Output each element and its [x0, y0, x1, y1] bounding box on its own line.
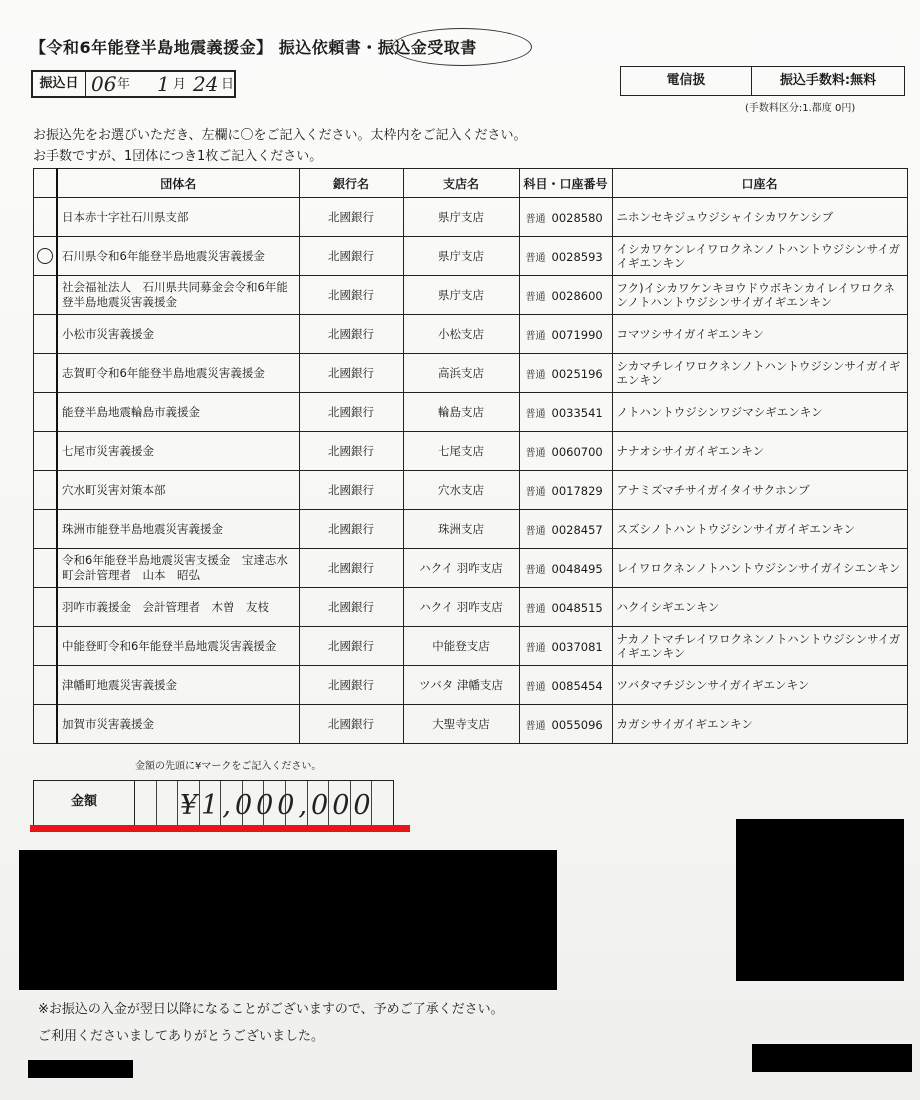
amount-label: 金額	[34, 781, 135, 825]
branch-name: 穴水支店	[403, 471, 519, 510]
table-row[interactable]	[34, 627, 908, 666]
branch-name: ツバタ 津幡支店	[403, 666, 519, 705]
select-cell[interactable]	[34, 627, 58, 666]
account-number: 0025196	[551, 366, 603, 381]
account-number: 0028593	[551, 249, 603, 264]
select-cell[interactable]	[34, 588, 58, 627]
table-row[interactable]	[34, 432, 908, 471]
amount-digit-cell	[157, 781, 179, 825]
redacted-area	[752, 1044, 912, 1072]
footer-note: ※お振込の入金が翌日以降になることがございますので、予めご了承ください。	[38, 1002, 504, 1017]
branch-name: 大聖寺支店	[403, 705, 519, 744]
page-title: 【令和6年能登半島地震義援金】 振込依頼書・振込金受取書	[30, 38, 477, 57]
account-cell	[519, 627, 612, 666]
date-month: 1	[157, 72, 170, 96]
select-cell[interactable]	[34, 666, 58, 705]
account-cell	[519, 666, 612, 705]
branch-name: 輪島支店	[403, 393, 519, 432]
select-cell[interactable]	[34, 354, 58, 393]
account-type: 普通	[525, 213, 546, 225]
bank-name: 北國銀行	[299, 549, 403, 588]
org-name: 令和6年能登半島地震災害支援金 宝達志水町会計管理者 山本 昭弘	[57, 549, 299, 588]
account-type: 普通	[525, 291, 546, 303]
date-day-unit: 日	[221, 77, 235, 92]
bank-name: 北國銀行	[299, 393, 403, 432]
account-cell	[519, 705, 612, 744]
org-name: 日本赤十字社石川県支部	[57, 198, 299, 237]
account-type: 普通	[525, 681, 546, 693]
branch-name: ハクイ 羽咋支店	[403, 549, 519, 588]
account-number: 0055096	[551, 717, 603, 732]
bank-name: 北國銀行	[299, 276, 403, 315]
account-type: 普通	[525, 252, 546, 264]
bank-name: 北國銀行	[299, 198, 403, 237]
account-holder-name: アナミズマチサイガイタイサクホンブ	[612, 471, 907, 510]
bank-name: 北國銀行	[299, 315, 403, 354]
select-cell[interactable]	[34, 315, 58, 354]
redacted-area	[28, 1060, 133, 1078]
account-type: 普通	[525, 720, 546, 732]
org-column-header: 団体名	[57, 169, 299, 198]
account-number: 0028580	[551, 210, 603, 225]
select-cell[interactable]	[34, 198, 58, 237]
table-body	[34, 198, 908, 744]
redacted-area	[19, 850, 557, 990]
account-cell	[519, 237, 612, 276]
account-cell	[519, 198, 612, 237]
account-cell	[519, 510, 612, 549]
bank-name: 北國銀行	[299, 432, 403, 471]
org-name: 中能登町令和6年能登半島地震災害義援金	[57, 627, 299, 666]
select-cell[interactable]	[34, 237, 58, 276]
account-cell	[519, 549, 612, 588]
handwritten-circle-mark	[37, 248, 53, 264]
date-year: 06	[91, 72, 117, 96]
account-holder-name: レイワロクネンノトハントウジシンサイガイシエンキン	[612, 549, 907, 588]
red-underline-mark	[30, 825, 410, 832]
branch-name: 珠洲支店	[403, 510, 519, 549]
table-row[interactable]	[34, 198, 908, 237]
account-type: 普通	[525, 369, 546, 381]
table-row[interactable]	[34, 393, 908, 432]
bank-name: 北國銀行	[299, 627, 403, 666]
branch-name: 小松支店	[403, 315, 519, 354]
account-cell	[519, 354, 612, 393]
table-row[interactable]	[34, 237, 908, 276]
org-name: 社会福祉法人 石川県共同募金会令和6年能登半島地震災害義援金	[57, 276, 299, 315]
org-name: 穴水町災害対策本部	[57, 471, 299, 510]
date-month-unit: 月	[173, 77, 187, 92]
table-header-row	[34, 169, 908, 198]
account-type: 普通	[525, 525, 546, 537]
account-number: 0033541	[551, 405, 603, 420]
table-row[interactable]	[34, 354, 908, 393]
instruction-line-2: お手数ですが、1団体につき1枚ご記入ください。	[33, 149, 323, 164]
bank-name: 北國銀行	[299, 666, 403, 705]
table-row[interactable]	[34, 705, 908, 744]
select-column-header	[34, 169, 58, 198]
account-type: 普通	[525, 447, 546, 459]
date-year-unit: 年	[117, 77, 131, 92]
bank-name: 北國銀行	[299, 588, 403, 627]
bank-name: 北國銀行	[299, 705, 403, 744]
account-holder-name: ノトハントウジシンワジマシギエンキン	[612, 393, 907, 432]
account-holder-name: コマツシサイガイギエンキン	[612, 315, 907, 354]
table-row[interactable]	[34, 666, 908, 705]
account-cell	[519, 276, 612, 315]
org-name: 加賀市災害義援金	[57, 705, 299, 744]
account-type: 普通	[525, 330, 546, 342]
org-name: 津幡町地震災害義援金	[57, 666, 299, 705]
branch-name: 七尾支店	[403, 432, 519, 471]
account-holder-name: スズシノトハントウジシンサイガイギエンキン	[612, 510, 907, 549]
select-cell[interactable]	[34, 510, 58, 549]
amount-note: 金額の先頭に¥マークをご記入ください。	[135, 761, 322, 772]
select-cell[interactable]	[34, 432, 58, 471]
instruction-line-1: お振込先をお選びいただき、左欄に〇をご記入ください。太枠内をご記入ください。	[33, 128, 527, 143]
account-cell	[519, 471, 612, 510]
bank-name: 北國銀行	[299, 237, 403, 276]
date-day: 24	[193, 72, 219, 96]
select-cell[interactable]	[34, 549, 58, 588]
account-number: 0060700	[551, 444, 603, 459]
wire-transfer-label: 電信扱	[621, 67, 752, 95]
branch-name: 県庁支店	[403, 198, 519, 237]
branch-name: 県庁支店	[403, 237, 519, 276]
account-holder-name: ナカノトマチレイワロクネンノトハントウジシンサイガイギエンキン	[612, 627, 907, 666]
account-number: 0028600	[551, 288, 603, 303]
select-cell[interactable]	[34, 471, 58, 510]
account-type: 普通	[525, 642, 546, 654]
branch-name: 中能登支店	[403, 627, 519, 666]
transfer-date-box[interactable]	[31, 70, 236, 98]
account-number: 0048495	[551, 561, 603, 576]
select-cell[interactable]	[34, 276, 58, 315]
handwritten-circle-mark	[392, 28, 532, 66]
branch-name: 県庁支店	[403, 276, 519, 315]
fee-note: (手数料区分:1.都度 0円)	[745, 103, 856, 114]
account-holder-name: ナナオシサイガイギエンキン	[612, 432, 907, 471]
table-row[interactable]	[34, 510, 908, 549]
bank-name: 北國銀行	[299, 354, 403, 393]
select-cell[interactable]	[34, 393, 58, 432]
table-row[interactable]	[34, 549, 908, 588]
account-holder-name: シカマチレイワロクネンノトハントウジシンサイガイギエンキン	[612, 354, 907, 393]
recipient-table	[33, 168, 908, 744]
account-holder-name: フク)イシカワケンキヨウドウボキンカイレイワロクネンノトハントウジシンサイガイギエンキン	[612, 276, 907, 315]
account-cell	[519, 588, 612, 627]
org-name: 七尾市災害義援金	[57, 432, 299, 471]
account-holder-name: ツバタマチジシンサイガイギエンキン	[612, 666, 907, 705]
select-cell[interactable]	[34, 705, 58, 744]
amount-digit-cell	[135, 781, 157, 825]
bank-name: 北國銀行	[299, 510, 403, 549]
account-number: 0037081	[551, 639, 603, 654]
account-number: 0048515	[551, 600, 603, 615]
branch-name: 高浜支店	[403, 354, 519, 393]
org-name: 能登半島地震輪島市義援金	[57, 393, 299, 432]
table-row[interactable]	[34, 315, 908, 354]
account-cell	[519, 393, 612, 432]
org-name: 珠洲市能登半島地震災害義援金	[57, 510, 299, 549]
date-label: 振込日	[33, 72, 86, 96]
table-row[interactable]	[34, 471, 908, 510]
account-number: 0028457	[551, 522, 603, 537]
account-type: 普通	[525, 564, 546, 576]
account-cell	[519, 432, 612, 471]
amount-value: ¥1,000,000	[180, 790, 375, 821]
account-holder-name: ニホンセキジュウジシャイシカワケンシブ	[612, 198, 907, 237]
account-name-column-header: 口座名	[612, 169, 907, 198]
org-name: 志賀町令和6年能登半島地震災害義援金	[57, 354, 299, 393]
account-holder-name: カガシサイガイギエンキン	[612, 705, 907, 744]
account-holder-name: イシカワケンレイワロクネンノトハントウジシンサイガイギエンキン	[612, 237, 907, 276]
fee-box	[620, 66, 905, 96]
account-number: 0085454	[551, 678, 603, 693]
account-number: 0071990	[551, 327, 603, 342]
account-type: 普通	[525, 603, 546, 615]
account-cell	[519, 315, 612, 354]
account-type: 普通	[525, 486, 546, 498]
table-row[interactable]	[34, 588, 908, 627]
account-holder-name: ハクイシギエンキン	[612, 588, 907, 627]
account-type: 普通	[525, 408, 546, 420]
footer-thanks: ご利用くださいましてありがとうございました。	[38, 1029, 325, 1044]
account-column-header: 科目・口座番号	[519, 169, 612, 198]
fee-label: 振込手数料:無料	[779, 73, 877, 88]
branch-column-header: 支店名	[403, 169, 519, 198]
bank-column-header: 銀行名	[299, 169, 403, 198]
bank-name: 北國銀行	[299, 471, 403, 510]
org-name: 小松市災害義援金	[57, 315, 299, 354]
org-name: 石川県令和6年能登半島地震災害義援金	[57, 237, 299, 276]
account-number: 0017829	[551, 483, 603, 498]
branch-name: ハクイ 羽咋支店	[403, 588, 519, 627]
table-row[interactable]	[34, 276, 908, 315]
org-name: 羽咋市義援金 会計管理者 木曽 友枝	[57, 588, 299, 627]
amount-digit-cell	[372, 781, 393, 825]
redacted-area	[736, 819, 904, 981]
